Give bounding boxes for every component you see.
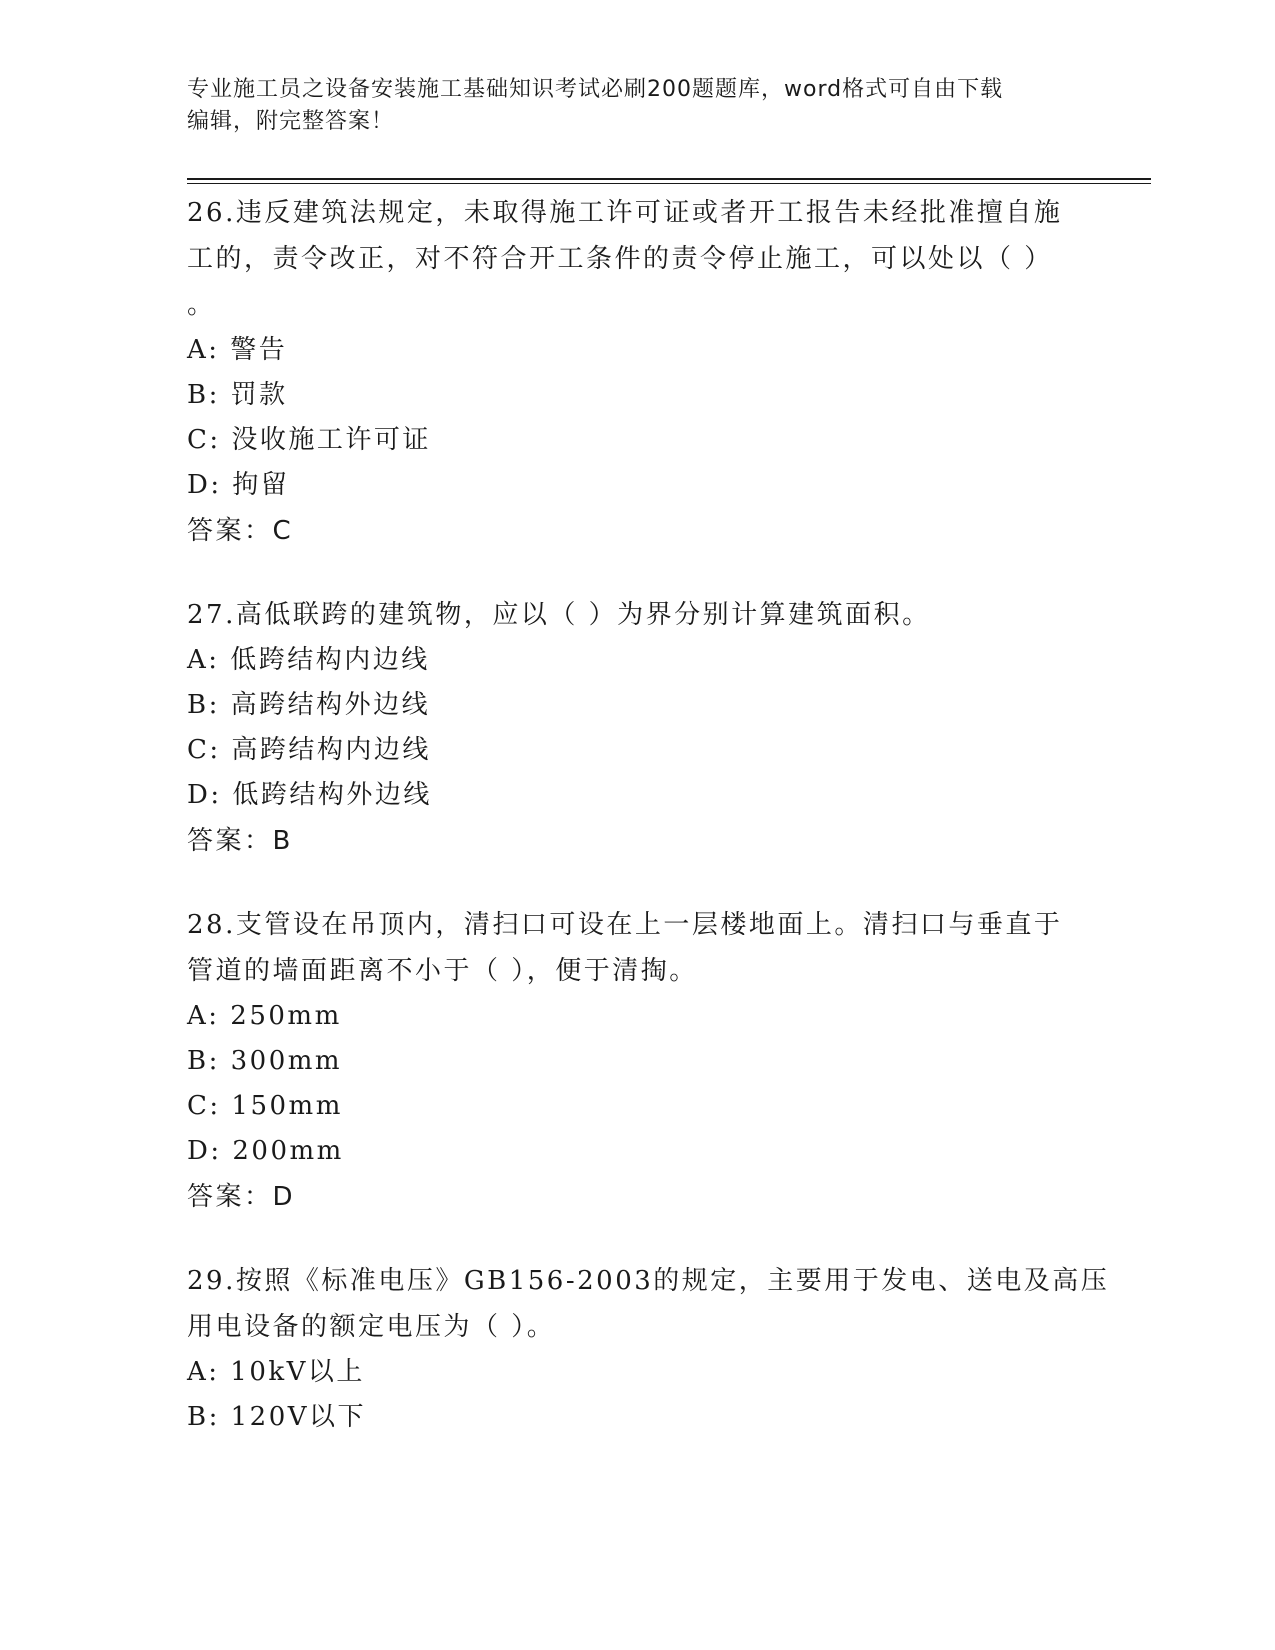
header-line-2: 编辑，附完整答案！ — [187, 109, 395, 134]
question-spacer — [187, 864, 1087, 902]
option-b: B: 高跨结构外边线 — [187, 690, 431, 720]
option-c: C: 高跨结构内边线 — [187, 735, 431, 765]
question-stem-line: 工的，责令改正，对不符合开工条件的责令停止施工，可以处以（ ） — [187, 244, 1053, 274]
option-b: B: 300mm — [187, 1046, 343, 1076]
answer: 答案：C — [187, 516, 294, 546]
question-stem-line: 用电设备的额定电压为（ ）。 — [187, 1312, 556, 1342]
question-27 — [187, 592, 1087, 864]
option-a: A: 10kV以上 — [187, 1357, 365, 1387]
option-a: A: 低跨结构内边线 — [187, 645, 430, 675]
question-stem — [187, 1258, 1110, 1350]
question-stem — [187, 190, 1087, 328]
answer: 答案：B — [187, 826, 293, 856]
header-line-1: 专业施工员之设备安装施工基础知识考试必刷200题题库，word格式可自由下载 — [187, 77, 1004, 102]
question-28 — [187, 902, 1087, 1220]
question-spacer — [187, 1220, 1087, 1258]
question-stem-line: 管道的墙面距离不小于（ ），便于清掏。 — [187, 956, 698, 986]
question-stem-line: 29.按照《标准电压》GB156-2003的规定，主要用于发电、送电及高压 — [187, 1266, 1110, 1296]
question-26 — [187, 190, 1087, 554]
question-29 — [187, 1258, 1110, 1440]
document-header — [187, 74, 1087, 138]
answer: 答案：D — [187, 1182, 296, 1212]
question-stem — [187, 592, 1087, 638]
question-stem-line: 26.违反建筑法规定，未取得施工许可证或者开工报告未经批准擅自施 — [187, 198, 1063, 228]
option-c: C: 150mm — [187, 1091, 343, 1121]
header-divider-thick — [187, 178, 1151, 180]
question-stem — [187, 902, 1087, 994]
header-divider-thin — [187, 183, 1151, 184]
option-d: D: 低跨结构外边线 — [187, 780, 432, 810]
option-d: D: 200mm — [187, 1136, 344, 1166]
option-b: B: 罚款 — [187, 380, 288, 410]
option-a: A: 警告 — [187, 335, 288, 365]
question-spacer — [187, 554, 1087, 592]
option-a: A: 250mm — [187, 1001, 342, 1031]
question-list — [187, 190, 1110, 1440]
option-b: B: 120V以下 — [187, 1402, 367, 1432]
question-stem-line: 。 — [187, 290, 216, 320]
option-d: D: 拘留 — [187, 470, 290, 500]
question-stem-line: 27.高低联跨的建筑物，应以（ ）为界分别计算建筑面积。 — [187, 600, 931, 630]
question-stem-line: 28.支管设在吊顶内，清扫口可设在上一层楼地面上。清扫口与垂直于 — [187, 910, 1063, 940]
option-c: C: 没收施工许可证 — [187, 425, 431, 455]
